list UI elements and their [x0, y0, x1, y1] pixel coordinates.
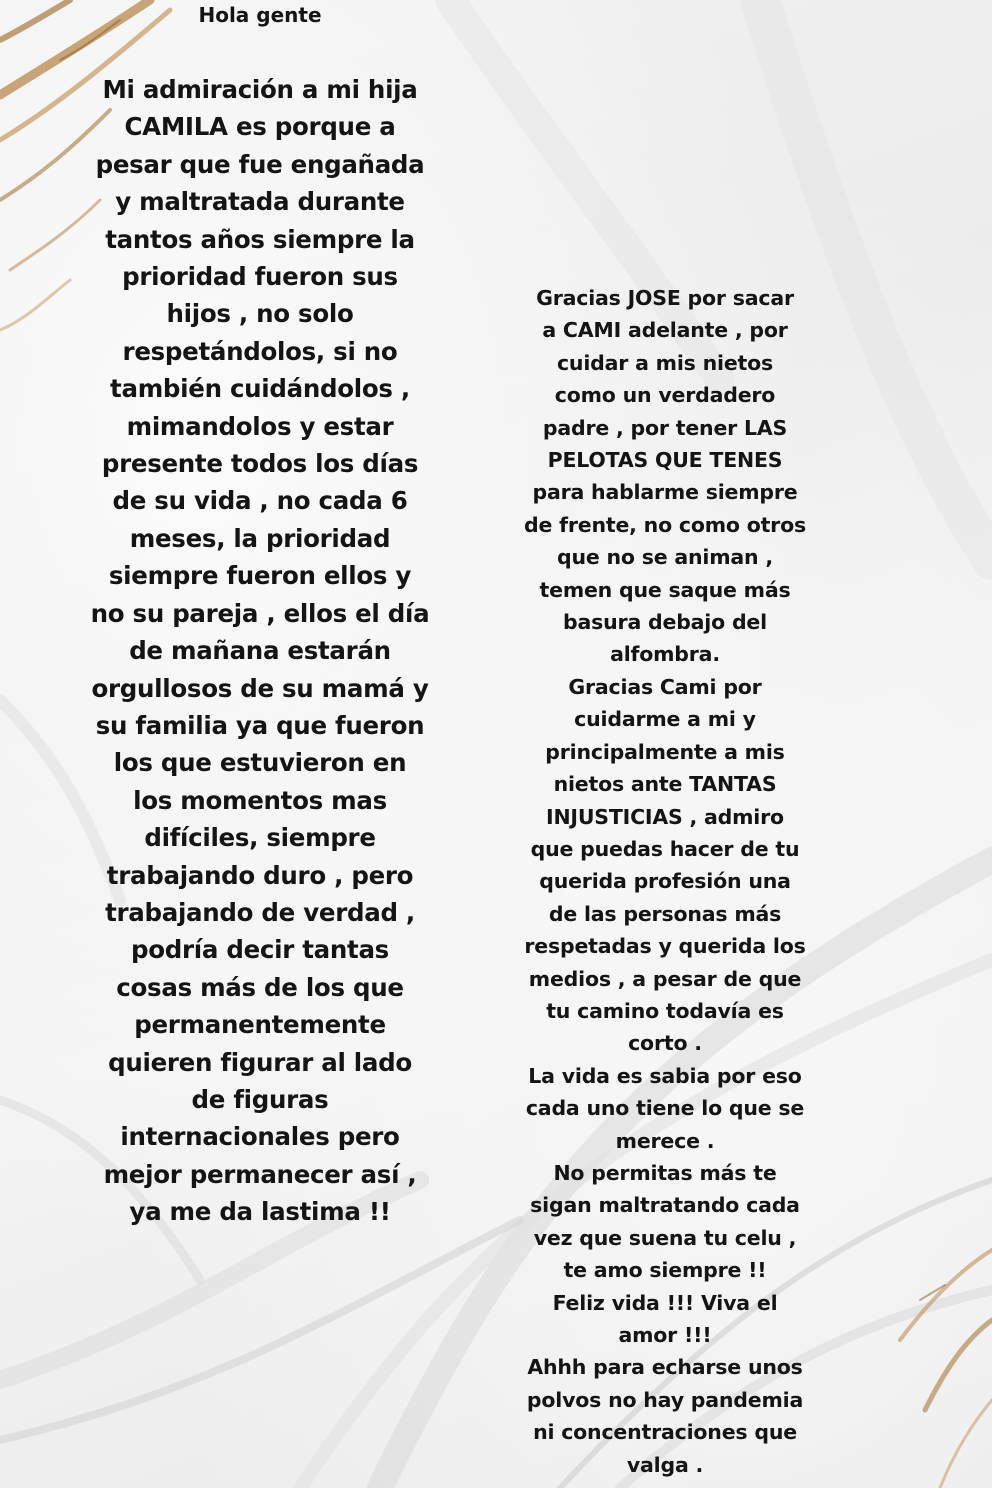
gold-streaks-bottom-right — [900, 1250, 992, 1488]
left-message-column: Mi admiración a mi hija CAMILA es porque a pesar que fue engañada y maltratada durante tantos años siempre la prioridad fueron sus hijos , no solo respetándolos, si no también cuidándolos , mimandolos y estar presente todos los días de su vida , no cada 6 meses, la prioridad siempre fueron ellos y no su pareja , ellos el día de mañana estarán orgullosos de su mamá y su familia ya que fueron los que estuvieron en los momentos mas difíciles, siempre trabajando duro , pero trabajando de verdad , podría decir tantas cosas más de los que permanentemente quieren figurar al lado de figuras internacionales pero mejor permanecer así , ya me da lastima !! — [90, 75, 430, 1227]
right-message-column: Gracias JOSE por sacar a CAMI adelante , por cuidar a mis nietos como un verdadero padre , por tener LAS PELOTAS QUE TENES para hablarme siempre de frente, no como otros que no se animan , temen que saque más basura debajo del alfombra. Gracias Cami por cuidarme a mi y principalmente a mis nietos ante TANTAS INJUSTICIAS , admiro que puedas hacer de tu querida profesión una de las personas más respetadas y querida los medios , a pesar de que tu camino todavía es corto . La vida es sabia por eso cada uno tiene lo que se merece . No permitas más te sigan maltratando cada vez que suena tu celu , te amo siempre !! Feliz vida !!! Viva el amor !!! Ahhh para echarse unos polvos no hay pandemia ni concentraciones que valga . — [524, 286, 806, 1477]
greeting-heading: Hola gente — [198, 3, 322, 27]
